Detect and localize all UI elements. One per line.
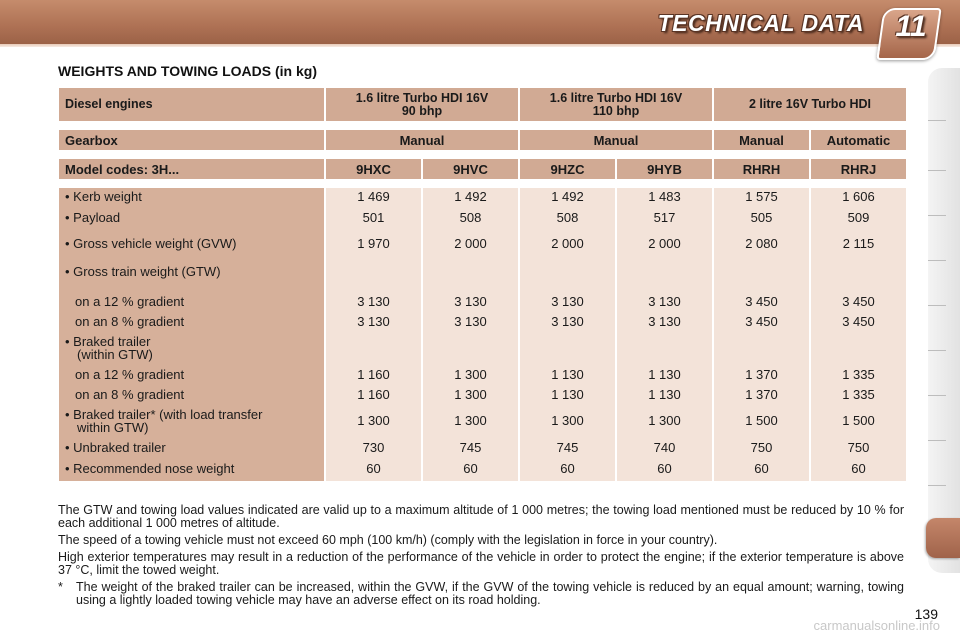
row-label: • Kerb weight — [65, 189, 142, 204]
chapter-number: 11 — [895, 10, 927, 43]
row-label: on a 12 % gradient — [75, 367, 185, 382]
row-label: on a 12 % gradient — [75, 294, 185, 309]
page-number: 139 — [914, 606, 938, 622]
value-cell: 3 130 — [357, 294, 390, 309]
value-cell: 60 — [657, 461, 672, 476]
side-tab[interactable] — [928, 260, 946, 261]
gearbox-cell: Manual — [714, 130, 809, 150]
value-cell: 750 — [750, 440, 773, 455]
value-cell: 1 492 — [551, 189, 584, 204]
value-cell: 508 — [459, 210, 482, 225]
row-label: on an 8 % gradient — [75, 387, 185, 402]
value-cell: 3 130 — [648, 314, 681, 329]
engine-header-3: 2 litre 16V Turbo HDI — [714, 88, 906, 121]
side-tab[interactable] — [928, 440, 946, 441]
value-cell: 1 335 — [842, 367, 875, 382]
note-temperature: High exterior temperatures may result in a reduction of the performance of the vehicle in order to protect the engine; if the exterior temperature is above 37 °C, limit the towed weight. — [58, 550, 904, 577]
value-cell: 3 450 — [745, 294, 778, 309]
gearbox-cell: Automatic — [811, 130, 906, 150]
side-tab[interactable] — [928, 215, 946, 216]
value-cell: 745 — [459, 440, 482, 455]
model-code-cell: 9HYB — [617, 159, 712, 179]
engine-row — [59, 88, 906, 121]
value-column — [520, 188, 615, 481]
note-speed: The speed of a towing vehicle must not exceed 60 mph (100 km/h) (comply with the legislation in force in your country). — [58, 533, 718, 547]
value-cell: 3 450 — [842, 294, 875, 309]
watermark: carmanualsonline.info — [813, 618, 940, 633]
gearbox-cell: Manual — [326, 130, 518, 150]
model-code-label: Model codes: 3H... — [59, 159, 324, 179]
model-code-cell: RHRH — [714, 159, 809, 179]
value-cell: 3 130 — [551, 314, 584, 329]
side-tab-strip — [928, 68, 960, 573]
value-cell: 3 130 — [454, 294, 487, 309]
chapter-title: TECHNICAL DATA — [657, 10, 864, 36]
weights-table — [57, 86, 908, 483]
value-cell: 3 130 — [357, 314, 390, 329]
model-code-cell: 9HXC — [326, 159, 421, 179]
side-tab[interactable] — [928, 395, 946, 396]
value-cell: 60 — [560, 461, 575, 476]
value-cell: 1 160 — [357, 367, 390, 382]
value-cell: 60 — [366, 461, 381, 476]
value-cell: 2 000 — [551, 236, 584, 251]
value-cell: 1 370 — [745, 367, 778, 382]
value-cell: 1 492 — [454, 189, 487, 204]
row-label: • Braked trailer* (with load transfer — [65, 407, 263, 422]
model-code-cell: 9HVC — [423, 159, 518, 179]
value-cell: 1 300 — [454, 387, 487, 402]
engine-label: Diesel engines — [59, 88, 324, 121]
value-cell: 508 — [556, 210, 579, 225]
engine-header-1: 1.6 litre Turbo HDI 16V 90 bhp — [326, 88, 518, 121]
row-label: • Payload — [65, 210, 121, 225]
value-cell: 505 — [750, 210, 773, 225]
row-label: • Gross train weight (GTW) — [65, 264, 221, 279]
side-tab[interactable] — [928, 350, 946, 351]
value-cell: 1 483 — [648, 189, 681, 204]
note-altitude: The GTW and towing load values indicated are valid up to a maximum altitude of 1 000 metres; the towing load mentioned must be reduced by 10 % for each additional 1 000 metres of altitude. — [58, 503, 904, 530]
value-cell: 517 — [653, 210, 676, 225]
model-code-cell: 9HZC — [520, 159, 615, 179]
model-code-row — [59, 159, 906, 179]
gearbox-row — [59, 130, 906, 150]
value-cell: 1 500 — [745, 413, 778, 428]
data-body-row — [59, 188, 906, 481]
value-cell: 3 130 — [454, 314, 487, 329]
footnote-mark: * — [58, 580, 63, 594]
value-cell: 3 130 — [551, 294, 584, 309]
value-cell: 60 — [851, 461, 866, 476]
value-cell: 1 575 — [745, 189, 778, 204]
value-cell: 3 450 — [745, 314, 778, 329]
value-cell: 1 300 — [357, 413, 390, 428]
value-cell: 2 000 — [648, 236, 681, 251]
value-cell: 1 300 — [551, 413, 584, 428]
gearbox-label: Gearbox — [59, 130, 324, 150]
value-cell: 1 300 — [648, 413, 681, 428]
value-cell: 750 — [847, 440, 870, 455]
model-code-cell: RHRJ — [811, 159, 906, 179]
value-column — [811, 188, 906, 481]
row-label: • Braked trailer — [65, 334, 151, 349]
side-tab[interactable] — [928, 485, 946, 486]
side-tab[interactable] — [928, 305, 946, 306]
row-label: within GTW) — [77, 420, 149, 435]
side-tab[interactable] — [928, 170, 946, 171]
footnote-text: The weight of the braked trailer can be increased, within the GVW, if the GVW of the towing vehicle is reduced by an equal amount; warning, towing using a lightly loaded towing vehicle may have an adverse effect on its road holding. — [76, 580, 904, 607]
row-label: • Unbraked trailer — [65, 440, 166, 455]
value-cell: 1 606 — [842, 189, 875, 204]
value-cell: 1 130 — [648, 387, 681, 402]
value-column — [617, 188, 712, 481]
row-label: on an 8 % gradient — [75, 314, 185, 329]
row-label: (within GTW) — [77, 347, 153, 362]
value-cell: 3 450 — [842, 314, 875, 329]
value-cell: 2 080 — [745, 236, 778, 251]
value-cell: 3 130 — [648, 294, 681, 309]
value-cell: 1 300 — [454, 413, 487, 428]
value-cell: 1 500 — [842, 413, 875, 428]
value-cell: 1 300 — [454, 367, 487, 382]
note-braked-trailer — [58, 581, 904, 607]
value-cell: 60 — [463, 461, 478, 476]
value-cell: 1 970 — [357, 236, 390, 251]
value-cell: 745 — [556, 440, 579, 455]
value-cell: 509 — [847, 210, 870, 225]
value-cell: 2 115 — [842, 236, 875, 251]
value-cell: 1 130 — [551, 367, 584, 382]
value-cell: 1 469 — [357, 189, 390, 204]
section-title: WEIGHTS AND TOWING LOADS (in kg) — [58, 63, 317, 79]
row-label: • Recommended nose weight — [65, 461, 235, 476]
gearbox-cell: Manual — [520, 130, 712, 150]
side-tab-active[interactable] — [926, 518, 960, 558]
engine-header-2: 1.6 litre Turbo HDI 16V 110 bhp — [520, 88, 712, 121]
notes — [58, 504, 904, 607]
value-cell: 1 130 — [551, 387, 584, 402]
value-cell: 501 — [362, 210, 385, 225]
value-cell: 730 — [362, 440, 385, 455]
value-cell: 2 000 — [454, 236, 487, 251]
value-column — [326, 188, 421, 481]
side-tab[interactable] — [928, 120, 946, 121]
row-label-column — [59, 188, 324, 481]
value-column — [714, 188, 809, 481]
value-column — [423, 188, 518, 481]
value-cell: 1 160 — [357, 387, 390, 402]
value-cell: 1 130 — [648, 367, 681, 382]
value-cell: 60 — [754, 461, 769, 476]
row-label: • Gross vehicle weight (GVW) — [65, 236, 237, 251]
value-cell: 1 335 — [842, 387, 875, 402]
value-cell: 1 370 — [745, 387, 778, 402]
value-cell: 740 — [653, 440, 676, 455]
